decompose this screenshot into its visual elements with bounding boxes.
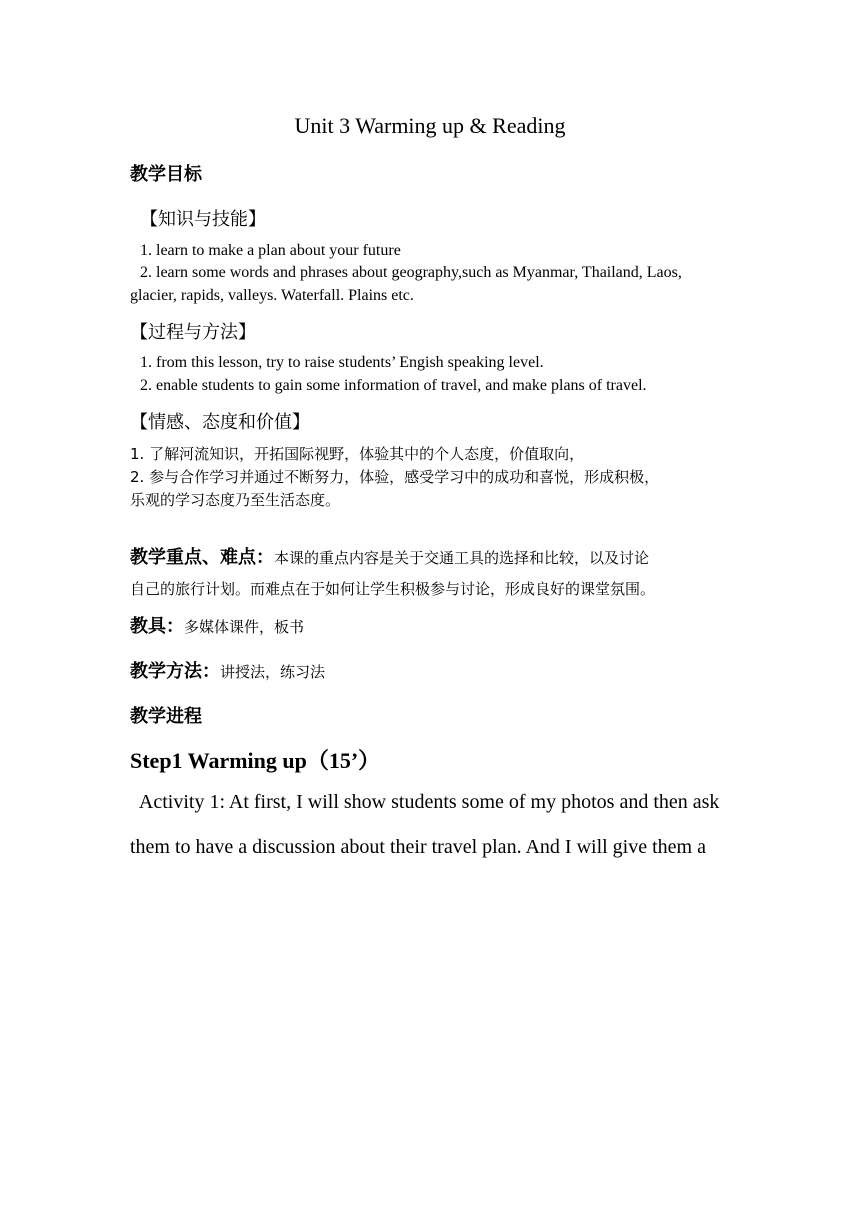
tools-text: 多媒体课件，板书: [184, 618, 305, 636]
document-title: Unit 3 Warming up & Reading: [294, 113, 566, 138]
emotion-item: 乐观的学习态度乃至生活态度。: [130, 491, 341, 509]
step1-paragraph-line: Activity 1: At first, I will show students some of my photos and then ask: [130, 791, 720, 813]
methods: [130, 657, 325, 683]
tools: [130, 612, 304, 638]
objectives-heading: 教学目标: [130, 164, 202, 185]
emotion-heading: 【情感、态度和价值】: [130, 412, 310, 433]
emotion-item: 2. 参与合作学习并通过不断努力，体验，感受学习中的成功和喜悦，形成积极，: [130, 468, 660, 486]
step1-paragraph-line: them to have a discussion about their travel plan. And I will give them a: [130, 836, 706, 858]
key-points-text: 本课的重点内容是关于交通工具的选择和比较，以及讨论: [274, 549, 650, 567]
process-item: 2. enable students to gain some information of travel, and make plans of travel.: [140, 377, 647, 394]
methods-text: 讲授法，练习法: [220, 663, 326, 681]
procedure-heading: 教学进程: [130, 706, 202, 727]
process-item: 1. from this lesson, try to raise students’ Engish speaking level.: [140, 354, 544, 371]
key-points-text: 自己的旅行计划。而难点在于如何让学生积极参与讨论，形成良好的课堂氛围。: [130, 580, 656, 598]
knowledge-heading: 【知识与技能】: [140, 209, 266, 230]
knowledge-item: glacier, rapids, valleys. Waterfall. Plains etc.: [130, 287, 414, 304]
process-heading: 【过程与方法】: [130, 322, 256, 343]
knowledge-item: 2. learn some words and phrases about geography,such as Myanmar, Thailand, Laos,: [140, 264, 682, 281]
knowledge-item: 1. learn to make a plan about your future: [140, 242, 401, 259]
tools-label: 教具：: [130, 616, 184, 637]
key-points-label: 教学重点、难点：: [130, 547, 274, 568]
methods-label: 教学方法：: [130, 661, 220, 682]
key-points: [130, 543, 649, 569]
emotion-item: 1. 了解河流知识，开拓国际视野，体验其中的个人态度，价值取向，: [130, 445, 585, 463]
step1-heading: Step1 Warming up（15’）: [130, 748, 381, 773]
